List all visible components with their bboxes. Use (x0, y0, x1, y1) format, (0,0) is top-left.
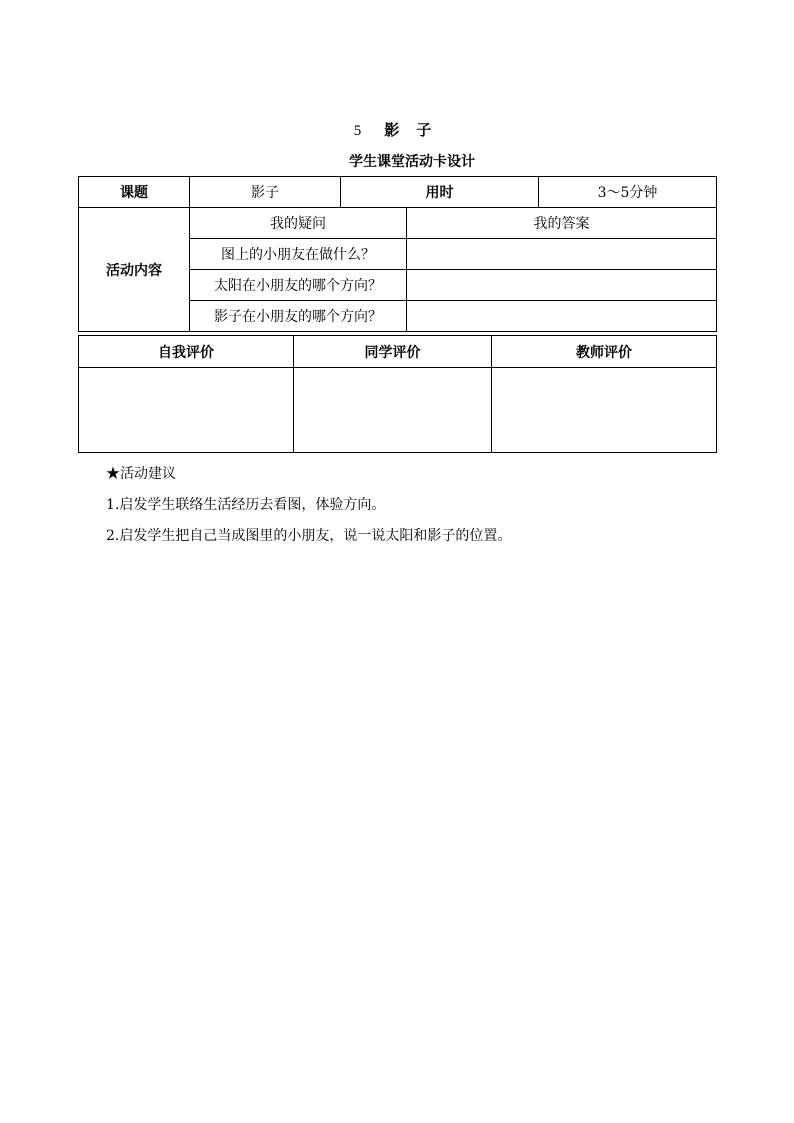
question-header: 我的疑问 (190, 208, 407, 239)
info-row (79, 177, 717, 208)
evaluation-header-row (79, 336, 717, 368)
activity-header-row (79, 208, 717, 239)
title-char-2: 子 (416, 121, 433, 139)
question-cell: 图上的小朋友在做什么？ (190, 239, 407, 270)
evaluation-table (78, 335, 717, 453)
self-evaluation-cell[interactable] (79, 368, 294, 453)
lesson-number: 5 (353, 123, 363, 139)
peer-evaluation-header: 同学评价 (294, 336, 492, 368)
suggestions-heading: ★活动建议 (106, 466, 176, 482)
time-label: 用时 (341, 177, 539, 208)
activity-suggestions (106, 459, 511, 552)
activity-table (78, 176, 717, 332)
topic-label: 课题 (79, 177, 190, 208)
evaluation-body-row (79, 368, 717, 453)
answer-cell[interactable] (407, 270, 717, 301)
teacher-evaluation-cell[interactable] (492, 368, 717, 453)
page-title (0, 119, 794, 140)
suggestion-item: 2.启发学生把自己当成图里的小朋友，说一说太阳和影子的位置。 (106, 528, 512, 544)
suggestion-item: 1.启发学生联络生活经历去看图，体验方向。 (106, 497, 386, 513)
question-cell: 影子在小朋友的哪个方向？ (190, 301, 407, 332)
teacher-evaluation-header: 教师评价 (492, 336, 717, 368)
peer-evaluation-cell[interactable] (294, 368, 492, 453)
topic-value: 影子 (190, 177, 341, 208)
time-value: 3～5分钟 (539, 177, 717, 208)
title-char-1: 影 (384, 121, 401, 139)
answer-header: 我的答案 (407, 208, 717, 239)
self-evaluation-header: 自我评价 (79, 336, 294, 368)
answer-cell[interactable] (407, 239, 717, 270)
activity-label: 活动内容 (79, 208, 190, 332)
answer-cell[interactable] (407, 301, 717, 332)
question-cell: 太阳在小朋友的哪个方向？ (190, 270, 407, 301)
subtitle: 学生课堂活动卡设计 (349, 154, 475, 170)
